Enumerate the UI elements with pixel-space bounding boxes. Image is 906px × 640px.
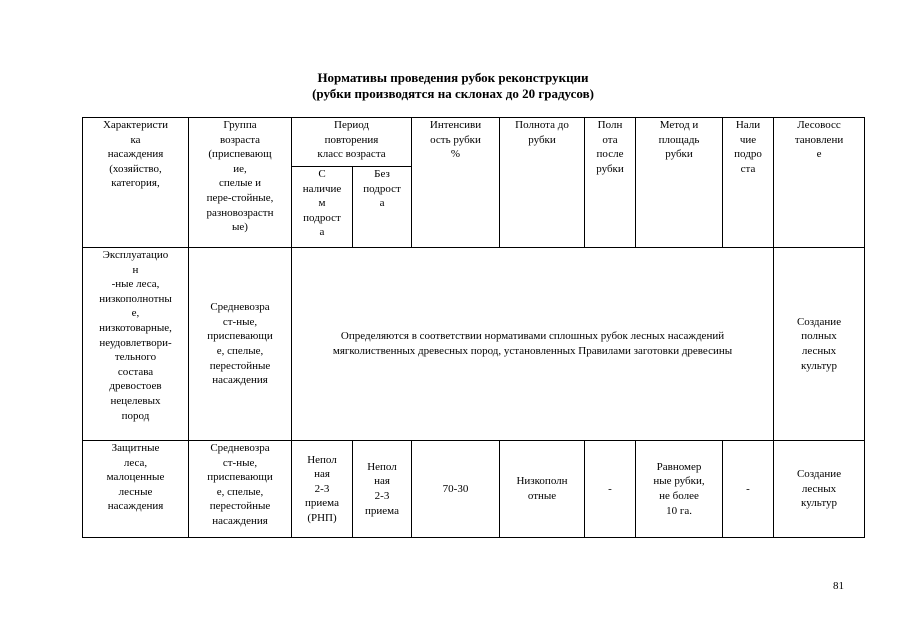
header-density-before: Полнота до рубки	[500, 118, 585, 248]
row2-period-without: Непол ная 2-3 приема	[353, 441, 412, 538]
header-characteristic: Характеристи ка насаждения (хозяйство, категория,	[83, 118, 189, 248]
row2-presence: -	[723, 441, 774, 538]
header-method: Метод и площадь рубки	[636, 118, 723, 248]
header-intensity: Интенсиви ость рубки %	[412, 118, 500, 248]
header-period-without: Без подрост а	[353, 167, 412, 248]
page-number: 81	[833, 580, 844, 592]
row2-density-after: -	[585, 441, 636, 538]
row1-characteristic: Эксплуатацио н -ные леса, низкополнотны е, низкотоварные, неудовлетвори- тельного состава древостоев нецелевых пород	[83, 248, 189, 441]
header-row-1	[83, 118, 865, 167]
row1-merged-text: Определяются в соответствии нормативами сплошных рубок лесных насаждений мягколиственных древесных пород, установленных Правилами заготовки древесины	[292, 248, 774, 441]
table-row	[83, 248, 865, 441]
row2-age-group: Средневозра ст-ные, приспевающи е, спелые, перестойные насаждения	[189, 441, 292, 538]
row2-characteristic: Защитные леса, малоценные лесные насаждения	[83, 441, 189, 538]
header-period-with: С наличие м подрост а	[292, 167, 353, 248]
row2-period-with: Непол ная 2-3 приема (РНП)	[292, 441, 353, 538]
row2-reforestation: Создание лесных культур	[774, 441, 865, 538]
header-period: Период повторения класс возраста	[292, 118, 412, 167]
header-reforestation: Лесовосс тановлени е	[774, 118, 865, 248]
row2-density-before: Низкополн отные	[500, 441, 585, 538]
row2-intensity: 70-30	[412, 441, 500, 538]
row1-age-group: Средневозра ст-ные, приспевающи е, спелые, перестойные насаждения	[189, 248, 292, 441]
header-presence: Нали чие подро ста	[723, 118, 774, 248]
header-density-after: Полн ота после рубки	[585, 118, 636, 248]
row2-method: Равномер ные рубки, не более 10 га.	[636, 441, 723, 538]
header-age-group: Группа возраста (приспевающ ие, спелые и пере-стойные, разновозрастн ые)	[189, 118, 292, 248]
title-line-1: Нормативы проведения рубок реконструкции	[317, 70, 589, 85]
row1-reforestation: Создание полных лесных культур	[774, 248, 865, 441]
title-line-2: (рубки производятся на склонах до 20 градусов)	[312, 86, 594, 101]
norms-table	[82, 117, 865, 538]
document-title	[0, 70, 906, 102]
table-row	[83, 441, 865, 538]
